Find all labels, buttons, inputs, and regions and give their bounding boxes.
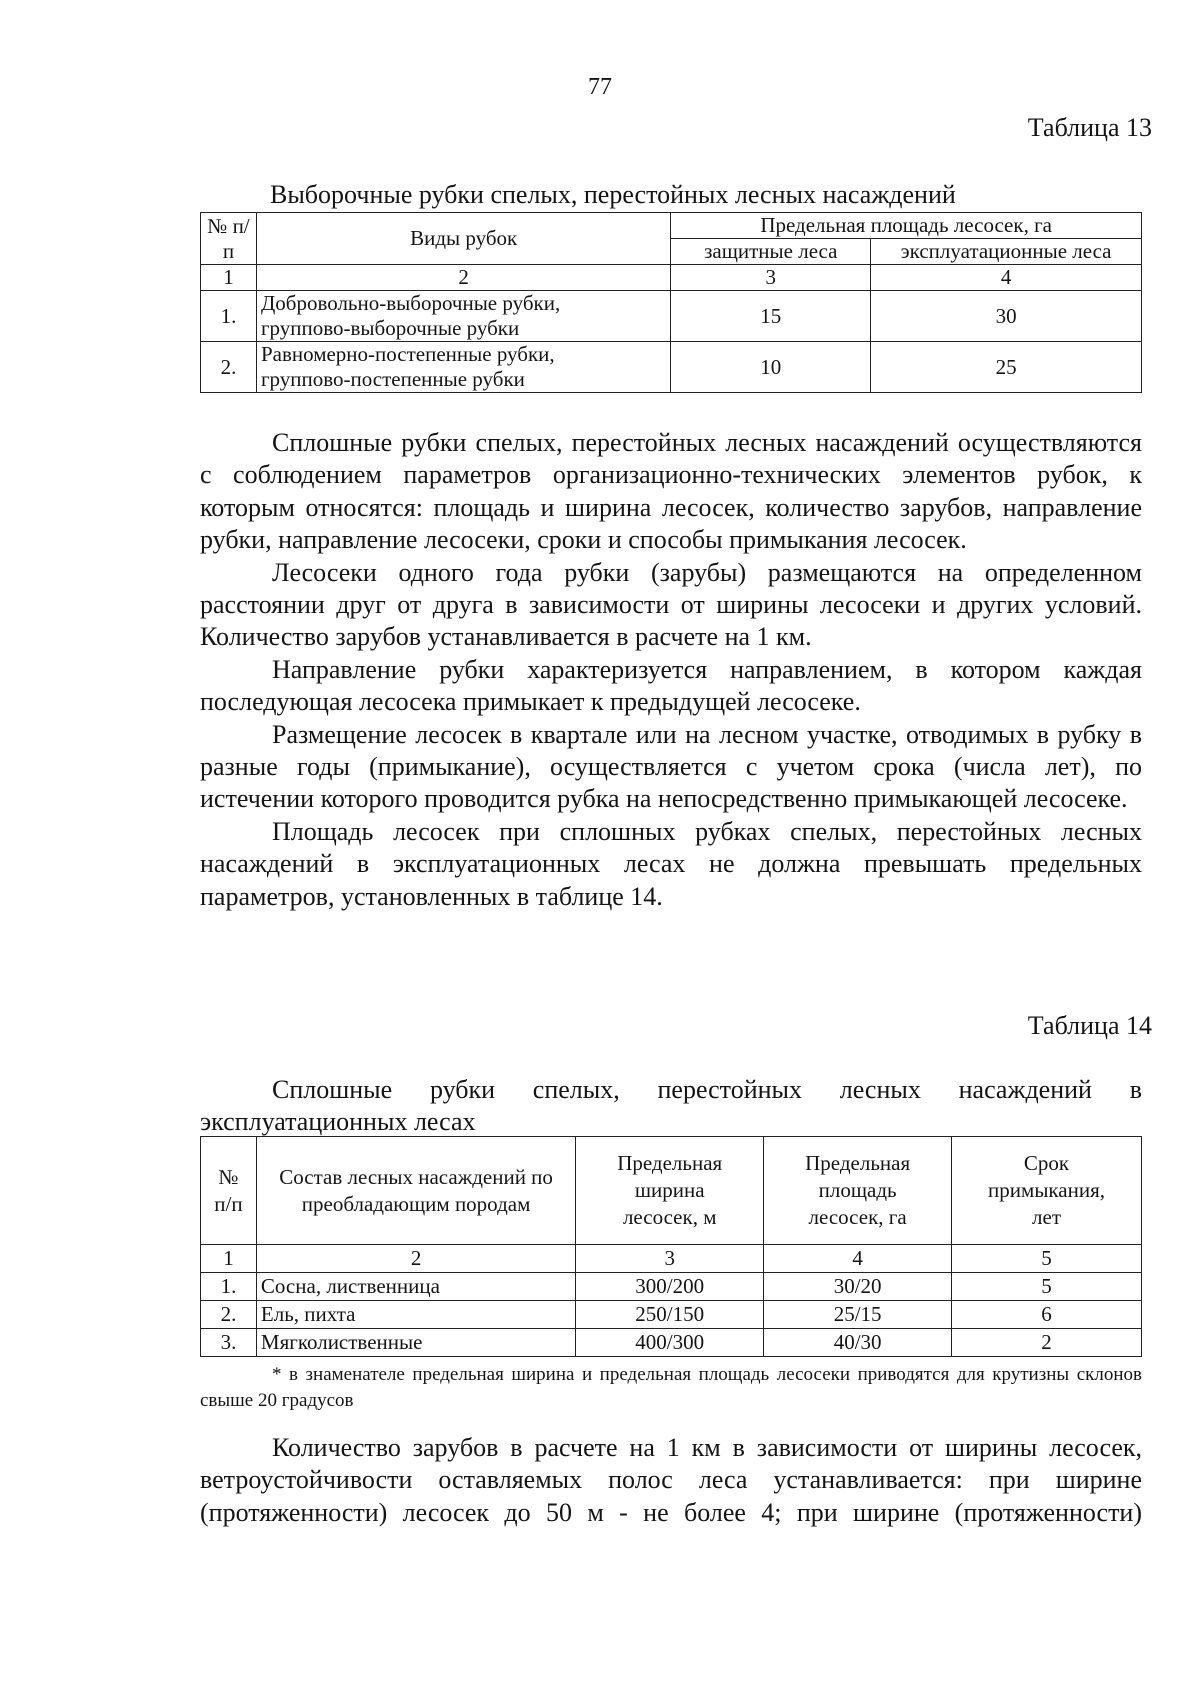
row-exploitation: 25 [871,342,1142,393]
footnote-text: * в знаменателе предельная ширина и предельная площадь лесосеки приводятся для крутизны склонов свыше 20 градусов [200,1364,1142,1411]
row-term: 6 [952,1301,1142,1329]
table-14-colnum: 2 [256,1245,575,1273]
body-text-2 [200,1432,1142,1529]
row-cut-type-line1: Добровольно-выборочные рубки, [260,291,561,315]
row-composition: Мягколиственные [256,1329,575,1357]
table-14-header-width: Предельная ширина лесосек, м [576,1137,764,1245]
table-14-footnote [200,1362,1142,1414]
table-13-colnum: 2 [256,265,670,291]
table-14-colnum-row [201,1245,1142,1273]
table-13-header-area: Предельная площадь лесосек, га [671,213,1142,239]
table-13-header-num: № п/п [201,213,257,265]
table-14-label: Таблица 14 [1027,1011,1152,1040]
paragraph: Размещение лесосек в квартале или на лесном участке, отводимых в рубку в разные годы (примыкание), осуществляется с учетом срока (числа лет), по истечении которого проводится рубка на непосредственно примыкающей лесосеке. [200,719,1142,814]
table-14-colnum: 4 [764,1245,952,1273]
row-term: 2 [952,1329,1142,1357]
row-exploitation: 30 [871,291,1142,342]
row-cut-type-line2: группово-выборочные рубки [260,316,520,340]
table-13-colnum-row [201,265,1142,291]
table-13-colnum: 1 [201,265,257,291]
table-row [201,291,1142,342]
table-row [201,342,1142,393]
paragraph: Площадь лесосек при сплошных рубках спелых, перестойных лесных насаждений в эксплуатационных лесах не должна превышать предельных параметров, установленных в таблице 14. [200,816,1142,911]
row-composition: Сосна, лиственница [256,1273,575,1301]
row-cut-type-line2: группово-постепенные рубки [260,367,525,391]
row-cut-type [256,342,670,393]
page-number: 77 [588,74,612,100]
table-14-title [200,1074,1142,1139]
table-14-header-row [201,1137,1142,1245]
row-width: 300/200 [576,1273,764,1301]
table-13-header-protective: защитные леса [671,239,871,265]
body-text-1 [200,427,1142,913]
row-num: 1. [201,291,257,342]
row-num: 2. [201,342,257,393]
row-protective: 15 [671,291,871,342]
table-14-colnum: 5 [952,1245,1142,1273]
table-13-title: Выборочные рубки спелых, перестойных лесных насаждений [270,180,956,209]
table-row [201,1273,1142,1301]
paragraph: Направление рубки характеризуется направлением, в котором каждая последующая лесосека примыкает к предыдущей лесосеке. [200,654,1142,717]
row-term: 5 [952,1273,1142,1301]
table-13-header-row [201,213,1142,239]
table-14-title-text: Сплошные рубки спелых, перестойных лесных насаждений в эксплуатационных лесах [200,1075,1142,1137]
row-area: 25/15 [764,1301,952,1329]
row-protective: 10 [671,342,871,393]
table-14-header-term: Срок примыкания, лет [952,1137,1142,1245]
row-cut-type [256,291,670,342]
paragraph: Сплошные рубки спелых, перестойных лесных насаждений осуществляются с соблюдением параметров организационно-технических элементов рубок, к которым относятся: площадь и ширина лесосек, количество зарубов, направление рубки, направление лесосеки, сроки и способы примыкания лесосек. [200,428,1142,555]
table-14-colnum: 1 [201,1245,257,1273]
table-13-colnum: 4 [871,265,1142,291]
table-14-colnum: 3 [576,1245,764,1273]
table-13-header-exploitation: эксплуатационные леса [871,239,1142,265]
table-row [201,1329,1142,1357]
table-13-header-type: Виды рубок [256,213,670,265]
table-13-label: Таблица 13 [1027,113,1152,142]
table-14-header-composition: Состав лесных насаждений по преобладающим породам [256,1137,575,1245]
paragraph: Количество зарубов в расчете на 1 км в зависимости от ширины лесосек, ветроустойчивости оставляемых полос леса устанавливается: при ширине (протяженности) лесосек до 50 м - не более 4; при ширине (протяженности) [200,1433,1142,1527]
row-width: 400/300 [576,1329,764,1357]
row-num: 2. [201,1301,257,1329]
table-row [201,1301,1142,1329]
paragraph: Лесосеки одного года рубки (зарубы) размещаются на определенном расстоянии друг от друга в зависимости от ширины лесосеки и других условий. Количество зарубов устанавливается в расчете на 1 км. [200,557,1142,652]
table-14-header-num: № п/п [201,1137,257,1245]
table-14 [200,1136,1142,1357]
row-num: 3. [201,1329,257,1357]
row-area: 30/20 [764,1273,952,1301]
table-13 [200,212,1142,393]
row-area: 40/30 [764,1329,952,1357]
row-composition: Ель, пихта [256,1301,575,1329]
row-cut-type-line1: Равномерно-постепенные рубки, [260,342,555,366]
row-width: 250/150 [576,1301,764,1329]
table-13-colnum: 3 [671,265,871,291]
row-num: 1. [201,1273,257,1301]
table-14-header-area: Предельная площадь лесосек, га [764,1137,952,1245]
